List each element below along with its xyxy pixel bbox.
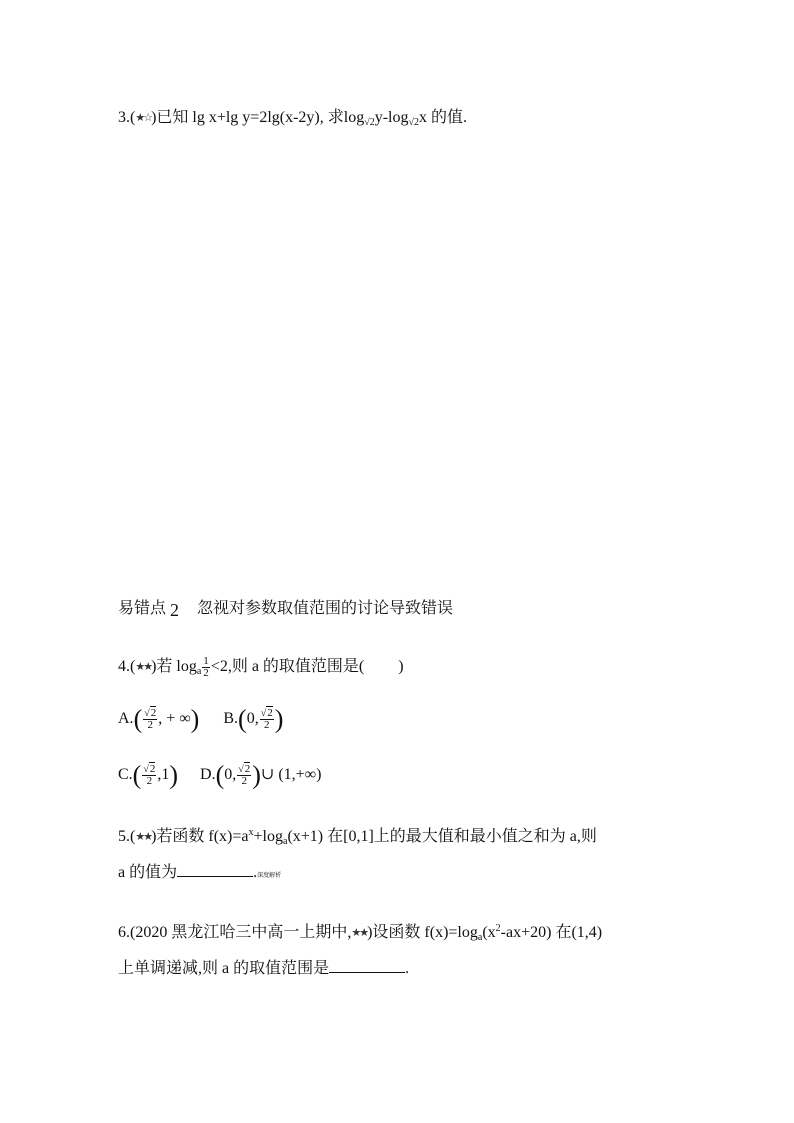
difficulty-stars-icon: ★★ [135, 661, 152, 674]
option-c: C.( $\frac{√2}{2}$ ,1) [118, 760, 179, 790]
question-3: 3.(★☆)已知 lg x+lg y=2lg(x-2y), 求$\log_{√2}y-\log_{√2}x$ 的值. [118, 109, 468, 128]
option-b: B.(0, $\frac{√2}{2}$ ) [223, 704, 284, 734]
question-5-line-1: 5.(★★)若函数 $f(x)=a^x+\log_a(x+1)$ 在[0,1]上的最大值和最小值之和为 a,则 [118, 827, 597, 847]
option-d: D.(0, $\frac{√2}{2}$ )∪ (1,+∞) [200, 760, 322, 790]
section-title: 忽视对参数取值范围的讨论导致错误 [197, 600, 454, 617]
answer-blank[interactable] [177, 862, 253, 877]
section-number: 2 [170, 600, 180, 620]
deep-analysis-tag[interactable]: 深度解析 [257, 873, 282, 879]
section-header [118, 598, 453, 621]
question-6-line-1: 6.(2020 黑龙江哈三中高一上期中,★★)设函数 $f(x)=\log_a(x^2-ax+20)$ 在(1,4) [118, 923, 603, 943]
option-a: A.( $\frac{√2}{2}$ , + ∞) [118, 704, 200, 734]
question-5-line-2: a 的值为 .深度解析 [118, 864, 282, 881]
question-6-line-2: 上单调递减,则 a 的取值范围是 . [118, 960, 410, 977]
fraction: $\frac{1}{2}$ [203, 655, 209, 679]
difficulty-stars-icon: ★★ [351, 927, 368, 939]
question-4-options-cd [118, 760, 322, 790]
answer-blank[interactable] [329, 958, 405, 973]
difficulty-stars-icon: ★☆ [135, 112, 152, 124]
difficulty-stars-icon: ★★ [135, 831, 152, 843]
question-4-options-ab [118, 704, 284, 734]
section-prefix: 易错点 [118, 600, 167, 617]
question-4: 4.(★★)若 $\log_a$ $\frac{1}{2}$ <2,则 a 的取值范围是( ) [118, 655, 404, 679]
